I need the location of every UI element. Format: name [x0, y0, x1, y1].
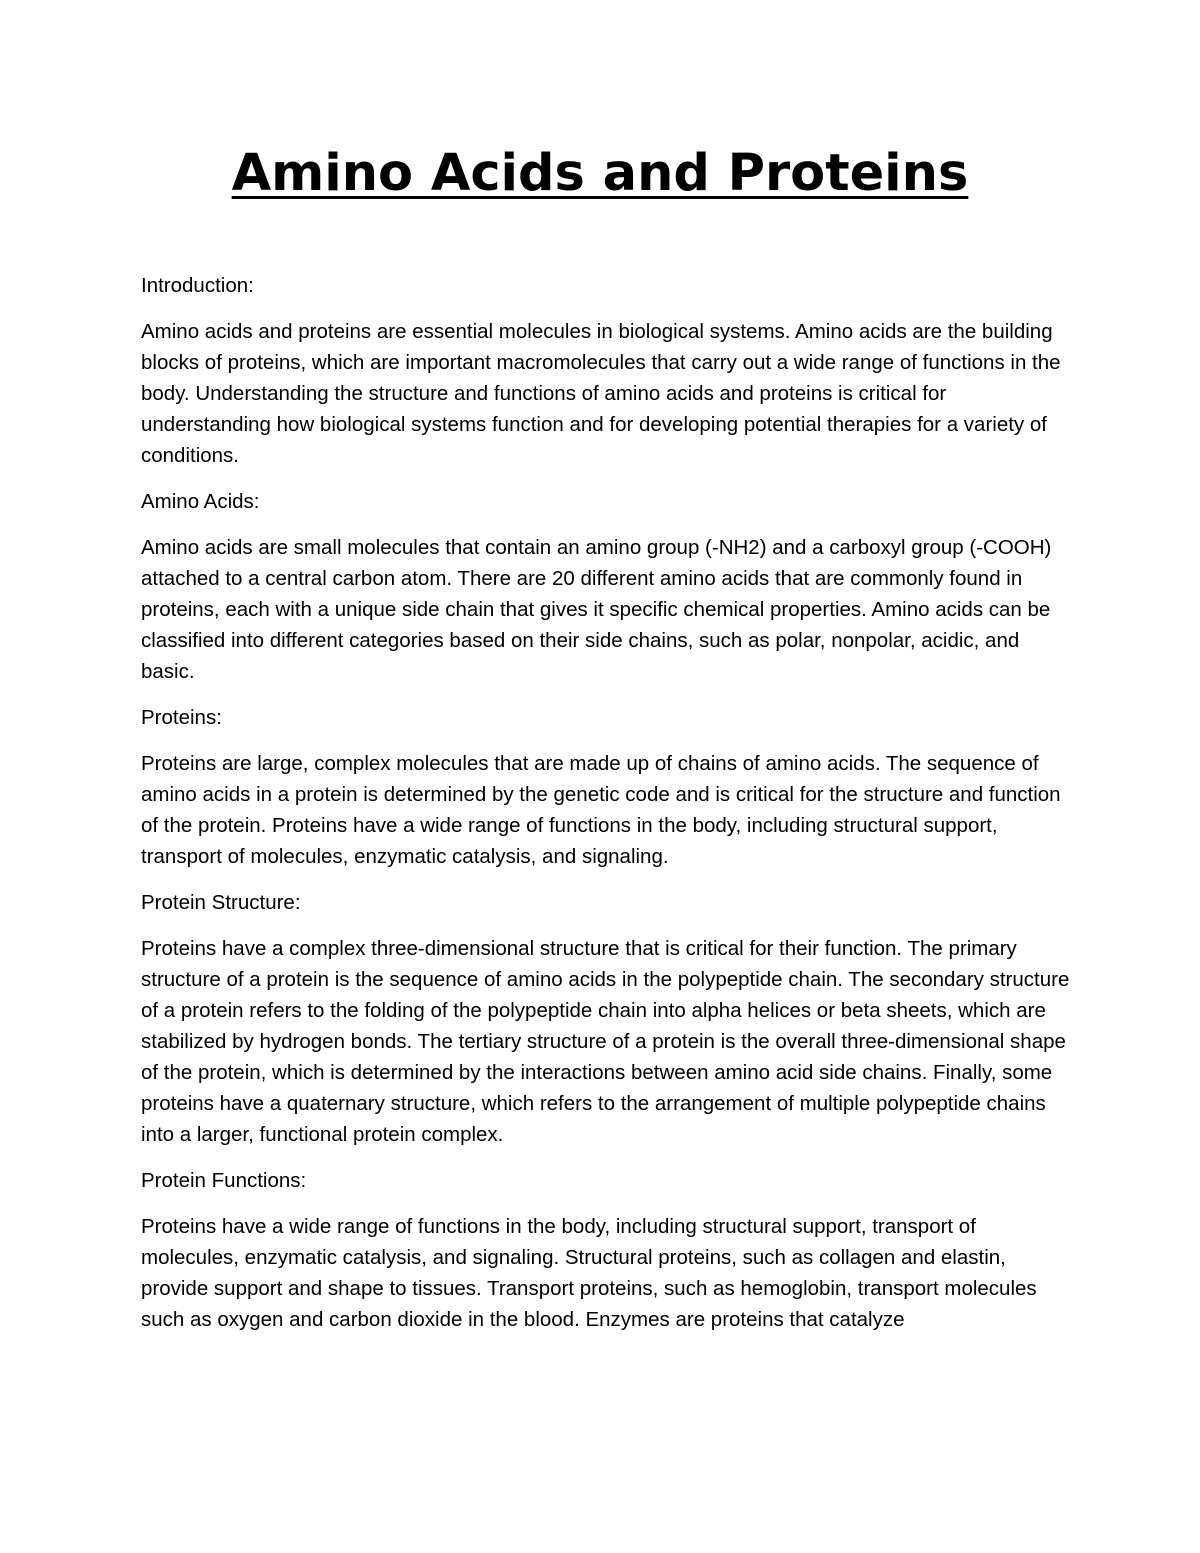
section-paragraph-protein-functions: Proteins have a wide range of functions in the body, including structural support, transport of molecules, enzymatic catalysis, and signaling. Structural proteins, such as collagen and elastin, provide support and shape to tissues. Transport proteins, such as hemoglobin, transport molecules such as oxygen and carbon dioxide in the blood. Enzymes are proteins that catalyze — [141, 1215, 1037, 1331]
section-paragraph-proteins: Proteins are large, complex molecules that are made up of chains of amino acids. The sequence of amino acids in a protein is determined by the genetic code and is critical for the structure and function of the protein. Proteins have a wide range of functions in the body, including structural support, transport of molecules, enzymatic catalysis, and signaling. — [141, 752, 1061, 868]
section-paragraph-amino-acids: Amino acids are small molecules that contain an amino group (-NH2) and a carboxyl group (-COOH) attached to a central carbon atom. There are 20 different amino acids that are commonly found in proteins, each with a unique side chain that gives it specific chemical properties. Amino acids can be classified into different categories based on their side chains, such as polar, nonpolar, acidic, and basic. — [141, 536, 1052, 683]
section-heading-amino-acids: Amino Acids: — [141, 490, 260, 513]
section-heading-proteins: Proteins: — [141, 706, 222, 729]
document-body — [141, 270, 1076, 1350]
section-heading-protein-functions: Protein Functions: — [141, 1169, 307, 1192]
section-paragraph-introduction: Amino acids and proteins are essential molecules in biological systems. Amino acids are the building blocks of proteins, which are important macromolecules that carry out a wide range of functions in the body. Understanding the structure and functions of amino acids and proteins is critical for understanding how biological systems function and for developing potential therapies for a variety of conditions. — [141, 320, 1061, 467]
document-title: Amino Acids and Proteins — [231, 144, 969, 203]
section-heading-protein-structure: Protein Structure: — [141, 891, 301, 914]
section-heading-introduction: Introduction: — [141, 274, 254, 297]
section-paragraph-protein-structure: Proteins have a complex three-dimensional structure that is critical for their function. The primary structure of a protein is the sequence of amino acids in the polypeptide chain. The secondary structure of a protein refers to the folding of the polypeptide chain into alpha helices or beta sheets, which are stabilized by hydrogen bonds. The tertiary structure of a protein is the overall three-dimensional shape of the protein, which is determined by the interactions between amino acid side chains. Finally, some proteins have a quaternary structure, which refers to the arrangement of multiple polypeptide chains into a larger, functional protein complex. — [141, 937, 1070, 1146]
